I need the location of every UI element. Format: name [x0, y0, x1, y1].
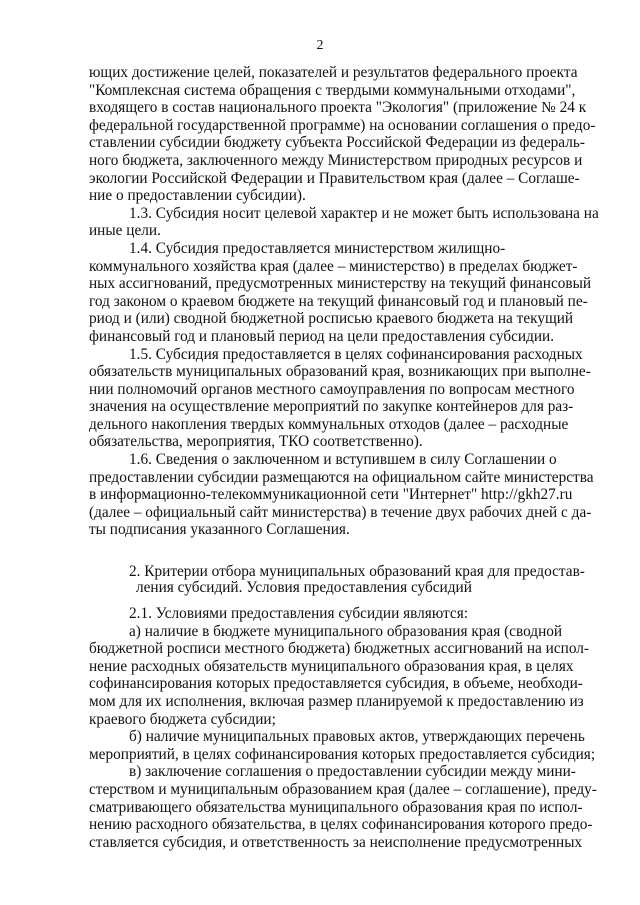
text-line: 1.3. Субсидия носит целевой характер и не может быть использована на — [129, 204, 599, 222]
text-line: в информационно-телекоммуникационной сети "Интернет" http://gkh27.ru — [89, 486, 573, 504]
text-line: (далее – официальный сайт министерства) в течение двух рабочих дней с да- — [89, 503, 592, 521]
heading-line: 2. Критерии отбора муниципальных образований края для предостав- — [129, 563, 585, 581]
paragraph-2-1 — [89, 605, 595, 623]
document-body — [89, 64, 599, 851]
text-line: риод и (или) сводной бюджетной росписью краевого бюджета на текущий — [89, 310, 574, 328]
text-line: 1.5. Субсидия предоставляется в целях софинансирования расходных — [129, 345, 583, 363]
text-line: мом для их исполнения, включая размер планируемой к предоставлению из — [89, 693, 584, 710]
text-line: значения на осуществление мероприятий по закупке контейнеров для раз- — [89, 398, 574, 416]
text-line: предоставлении субсидии размещаются на официальном сайте министерства — [89, 468, 594, 486]
text-line: нии полномочий органов местного самоуправления по вопросам местного — [89, 380, 575, 398]
text-line: коммунального хозяйства края (далее – министерство) в пределах бюджет- — [89, 257, 578, 275]
paragraph-1-2-continuation — [89, 64, 595, 205]
text-line: ние о предоставлении субсидии). — [89, 187, 306, 205]
text-line: в) заключение соглашения о предоставлении субсидии между мини- — [129, 763, 576, 781]
text-line: финансовый год и плановый период на цели предоставления субсидии. — [89, 327, 555, 345]
text-line: ставляется субсидия, и ответственность за неисполнение предусмотренных — [89, 833, 583, 851]
text-line: 1.4. Субсидия предоставляется министерством жилищно- — [129, 239, 506, 257]
text-line: иные цели. — [89, 222, 161, 240]
text-line: ставлении субсидии бюджету субъекта Российской Федерации из федераль- — [89, 134, 585, 152]
text-line: "Комплексная система обращения с твердыми коммунальными отходами", — [89, 81, 576, 99]
text-line: 1.6. Сведения о заключенном и вступившем в силу Соглашении о — [129, 451, 557, 469]
page-number: 2 — [316, 38, 324, 53]
text-line: ных ассигнований, предусмотренных министерству на текущий финансовый — [89, 275, 592, 293]
text-line: краевого бюджета субсидии; — [89, 710, 276, 728]
text-line: нению расходного обязательства, в целях софинансирования которого предо- — [89, 816, 593, 834]
text-line: б) наличие муниципальных правовых актов, утверждающих перечень — [129, 728, 585, 746]
text-line: бюджетной росписи местного бюджета) бюджетных ассигнований на испол- — [89, 640, 590, 658]
paragraph-2-1-b — [89, 728, 595, 763]
text-line: нение расходных обязательств муниципального образования края, в целях — [89, 657, 574, 675]
heading-line: ления субсидий. Условия предоставления субсидий — [136, 578, 472, 596]
paragraph-2-1-a — [89, 623, 595, 729]
text-line: обязательства, мероприятия, ТКО соответственно). — [89, 433, 423, 451]
paragraph-1-4 — [89, 240, 595, 346]
paragraph-2-1-v — [89, 763, 595, 851]
text-line: мероприятий, в целях софинансирования которых предоставляется субсидия; — [89, 745, 596, 763]
paragraph-1-6 — [89, 451, 595, 539]
text-line: сматривающего обязательства муниципального образования края по испол- — [89, 798, 583, 816]
paragraph-1-5 — [89, 346, 595, 452]
text-line: 2.1. Условиями предоставления субсидии являются: — [129, 605, 469, 623]
text-line: входящего в состав национального проекта "Экология" (приложение № 24 к — [89, 99, 587, 117]
text-line: дельного накопления твердых коммунальных отходов (далее – расходные — [89, 415, 569, 433]
text-line: стерством и муниципальным образованием края (далее – соглашение), преду- — [89, 780, 597, 798]
text-line: ты подписания указанного Соглашения. — [89, 521, 350, 539]
text-line: а) наличие в бюджете муниципального образования края (сводной — [129, 622, 563, 640]
text-line: федеральной государственной программе) на основании соглашения о предо- — [89, 116, 596, 134]
section-heading — [89, 564, 595, 595]
text-line: обязательств муниципальных образований края, возникающих при выполне- — [89, 363, 591, 381]
text-line: год законом о краевом бюджете на текущий финансовый год и плановый пе- — [89, 292, 588, 310]
text-line: ного бюджета, заключенного между Министерством природных ресурсов и — [89, 151, 583, 169]
text-line: ющих достижение целей, показателей и результатов федерального проекта — [89, 64, 578, 81]
paragraph-1-3 — [89, 204, 599, 240]
text-line: софинансирования которых предоставляется субсидия, в объеме, необходи- — [89, 675, 583, 693]
text-line: экологии Российской Федерации и Правительством края (далее – Соглаше- — [89, 169, 580, 187]
